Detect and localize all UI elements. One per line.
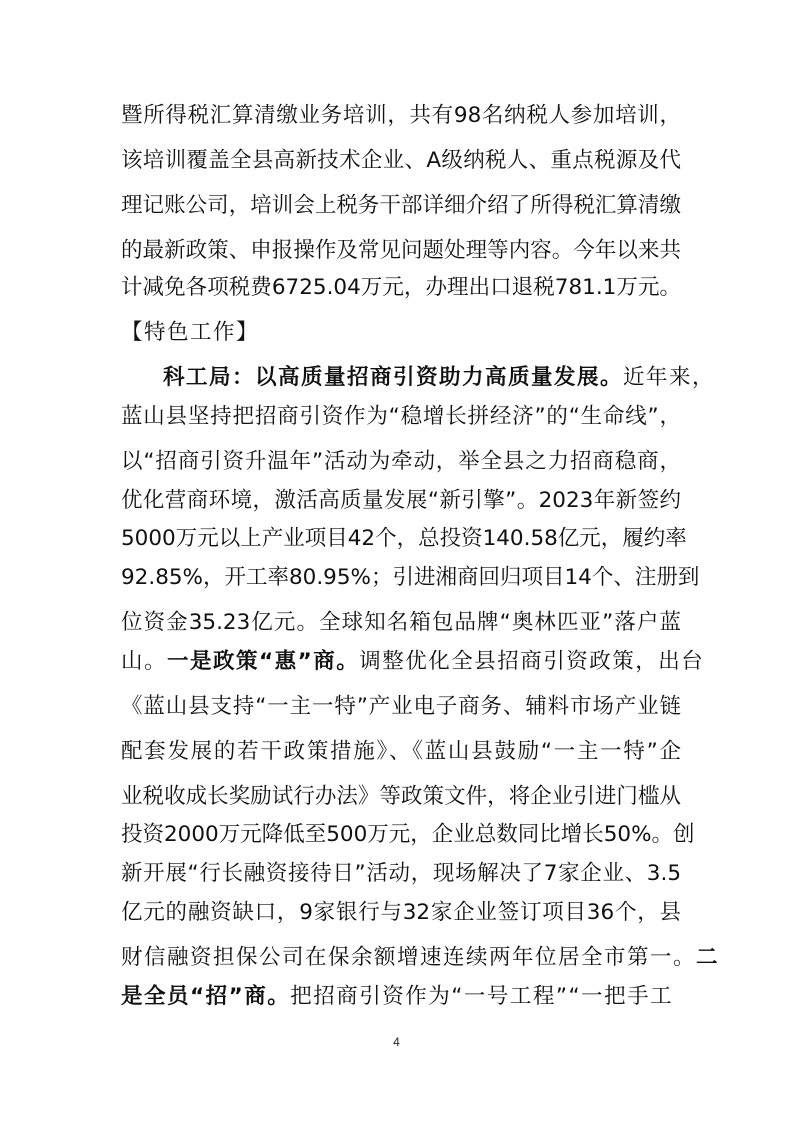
paragraph-1-line-5: 计减免各项税费6725.04万元，办理出口退税781.1万元。 [121, 275, 681, 300]
point-2-heading-start: 二 [696, 945, 720, 970]
paragraph-2-line-15 [121, 941, 720, 975]
section-heading: 【特色工作】 [121, 320, 260, 345]
paragraph-2-line-11: 业税收成长奖励试行办法》等政策文件，将企业引进门槛从 [121, 784, 681, 809]
paragraph-2-line-14: 亿元的融资缺口，9家银行与32家企业签订项目36个，县 [121, 900, 681, 925]
paragraph-2-line-3: 以“招商引资升温年”活动为牵动，举全县之力招商稳商， [121, 449, 681, 474]
paragraph-1-line-2: 该培训覆盖全县高新技术企业、A级纳税人、重点税源及代 [121, 148, 681, 173]
paragraph-2-line-9: 《蓝山县支持“一主一特”产业电子商务、辅料市场产业链 [121, 694, 681, 719]
paragraph-2-line-5: 5000万元以上产业项目42个，总投资140.58亿元，履约率 [121, 526, 687, 551]
paragraph-2-line-2: 蓝山县坚持把招商引资作为“稳增长拼经济”的“生命线”， [121, 404, 681, 429]
paragraph-2-line-16-text: 把招商引资作为“一号工程”“一把手工 [290, 984, 674, 1009]
paragraph-2-line-15-text: 财信融资担保公司在保余额增速连续两年位居全市第一。 [121, 945, 697, 970]
paragraph-2-line-10: 配套发展的若干政策措施》、《蓝山县鼓励“一主一特”企 [121, 739, 681, 764]
paragraph-2-line-7: 位资金35.23亿元。全球知名箱包品牌“奥林匹亚”落户蓝 [121, 610, 681, 635]
paragraph-2-line-4: 优化营商环境，激活高质量发展“新引擎”。2023年新签约 [121, 488, 681, 513]
paragraph-2-line-1 [163, 361, 716, 395]
paragraph-2-line-16 [121, 980, 681, 1014]
paragraph-2-line-8 [121, 645, 705, 679]
paragraph-2-line-12: 投资2000万元降低至500万元，企业总数同比增长50%。创 [121, 822, 695, 847]
paragraph-1-line-3: 理记账公司，培训会上税务干部详细介绍了所得税汇算清缴 [121, 193, 681, 218]
paragraph-2-line-8-start: 山。 [121, 649, 168, 674]
paragraph-1-line-1: 暨所得税汇算清缴业务培训，共有98名纳税人参加培训， [121, 103, 681, 128]
point-2-heading: 是全员“招”商。 [121, 984, 291, 1009]
paragraph-2-title: 科工局：以高质量招商引资助力高质量发展。 [163, 365, 624, 390]
paragraph-1-line-4: 的最新政策、申报操作及常见问题处理等内容。今年以来共 [121, 238, 681, 263]
point-1-heading: 一是政策“惠”商。 [167, 649, 360, 674]
page-number: 4 [393, 1035, 400, 1049]
paragraph-2-line-13: 新开展“行长融资接待日”活动，现场解决了7家企业、3.5 [121, 861, 681, 886]
paragraph-2-line-8-text: 调整优化全县招商引资政策，出台 [359, 649, 705, 674]
paragraph-2-line-6: 92.85%，开工率80.95%；引进湘商回归项目14个、注册到 [121, 565, 700, 590]
paragraph-2-line-1-text: 近年来， [623, 365, 716, 390]
